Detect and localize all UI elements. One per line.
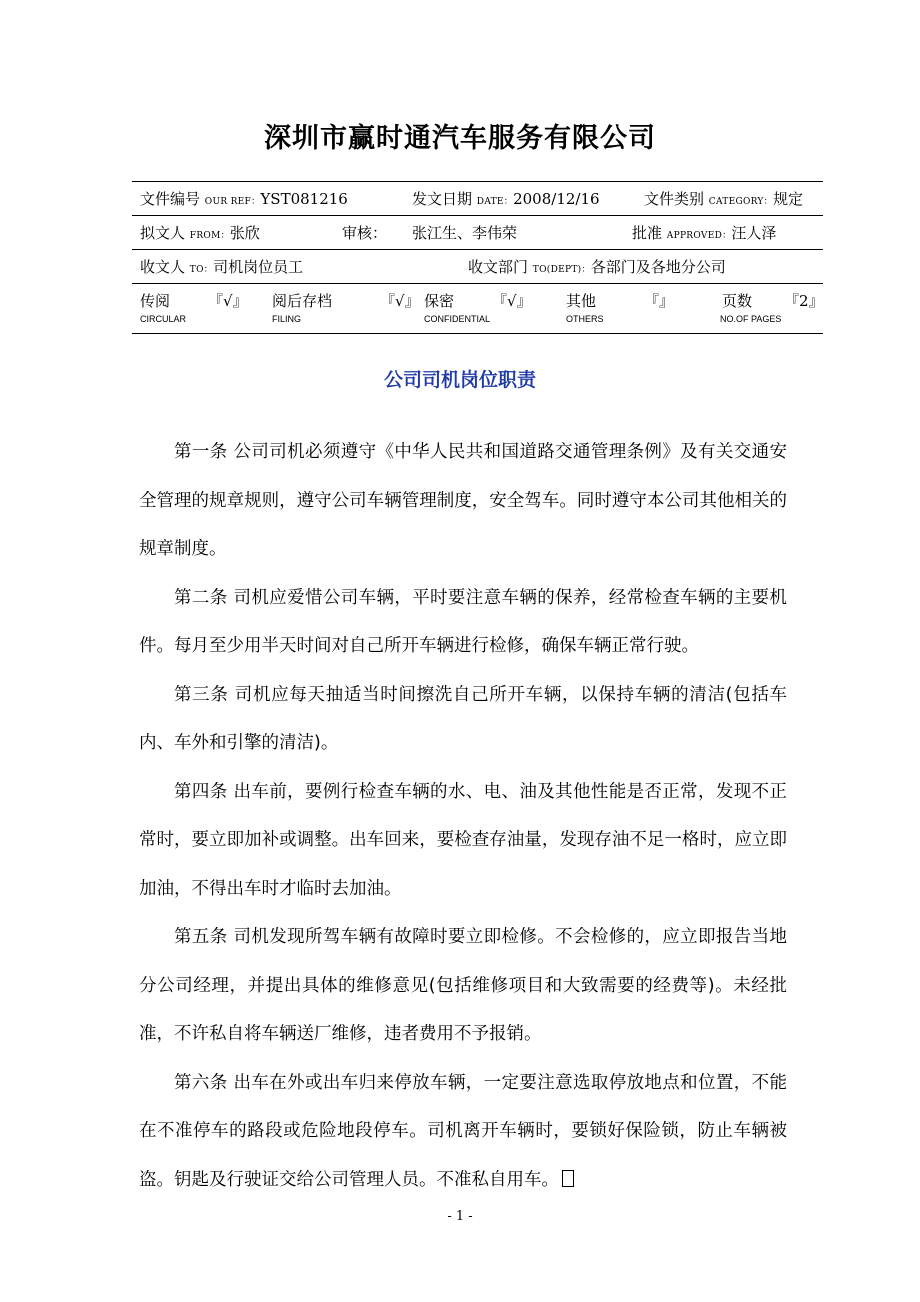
page-number: - 1 - bbox=[447, 1209, 473, 1224]
ref-label-en: OUR REF： bbox=[204, 197, 261, 207]
from-value: 张欣 bbox=[229, 224, 260, 242]
company-title: 深圳市赢时通汽车服务有限公司 bbox=[264, 123, 656, 154]
ref-value: YST081216 bbox=[260, 190, 348, 208]
article-paragraph: 第三条 司机应每天抽适当时间擦洗自己所开车辆，以保持车辆的清洁(包括车内、车外和引擎的清洁)。 bbox=[139, 684, 787, 753]
confidential-mark: 『√』 bbox=[492, 292, 532, 310]
filing-mark: 『√』 bbox=[380, 292, 420, 310]
to-label-en: TO： bbox=[189, 265, 214, 275]
confidential-label-en: CONFIDENTIAL bbox=[424, 314, 491, 324]
filing-label: 阅后存档 bbox=[272, 292, 333, 310]
ref-field bbox=[140, 188, 348, 209]
article-paragraph bbox=[139, 1059, 787, 1205]
to-field bbox=[140, 256, 303, 277]
from-label: 拟文人 bbox=[140, 224, 186, 242]
document-body bbox=[139, 428, 787, 1204]
others-label-en: OTHERS bbox=[566, 314, 604, 324]
approved-label-en: APPROVED： bbox=[666, 231, 732, 241]
to-label: 收文人 bbox=[140, 258, 186, 276]
meta-row-distribution bbox=[132, 283, 823, 334]
article-paragraph: 第五条 司机发现所驾车辆有故障时要立即检修。不会检修的，应立即报告当地分公司经理，并提出具体的维修意见(包括维修项目和大致需要的经费等)。未经批准，不许私自将车辆送厂维修，违者费用不予报销。 bbox=[139, 927, 787, 1044]
approved-value: 汪人泽 bbox=[731, 224, 777, 242]
meta-row-from bbox=[132, 215, 823, 249]
date-value: 2008/12/16 bbox=[513, 190, 600, 208]
dept-label: 收文部门 bbox=[468, 258, 529, 276]
approved-field bbox=[632, 222, 776, 243]
circular-mark: 『√』 bbox=[208, 292, 248, 310]
circular-label: 传阅 bbox=[140, 292, 171, 310]
article-paragraph: 第四条 出车前，要例行检查车辆的水、电、油及其他性能是否正常，发现不正常时，要立即加补或调整。出车回来，要检查存油量，发现存油不足一格时，应立即加油，不得出车时才临时去加油。 bbox=[139, 781, 787, 899]
article-paragraph-text: 第六条 出车在外或出车归来停放车辆，一定要注意选取停放地点和位置，不能在不准停车的路段或危险地段停车。司机离开车辆时，要锁好保险锁，防止车辆被盗。钥匙及行驶证交给公司管理人员。不准私自用车。 bbox=[139, 1072, 787, 1190]
pages-label: 页数 bbox=[722, 292, 753, 310]
dept-field bbox=[468, 256, 726, 277]
date-label: 发文日期 bbox=[412, 190, 473, 208]
review-value: 张江生、李伟荣 bbox=[412, 224, 518, 242]
meta-row-to bbox=[132, 249, 823, 283]
pages-label-en: NO.OF PAGES bbox=[720, 314, 782, 324]
end-box-icon bbox=[562, 1170, 574, 1187]
to-value: 司机岗位员工 bbox=[213, 258, 304, 276]
others-label: 其他 bbox=[566, 292, 597, 310]
document-meta-table bbox=[132, 181, 823, 334]
circular-label-en: CIRCULAR bbox=[140, 314, 187, 324]
confidential-label: 保密 bbox=[424, 292, 455, 310]
meta-row-ref bbox=[132, 181, 823, 215]
review-label: 审核： bbox=[342, 224, 388, 242]
dept-label-en: TO(DEPT)： bbox=[532, 265, 591, 275]
pages-mark: 『2』 bbox=[784, 292, 824, 310]
article-paragraph: 第一条 公司司机必须遵守《中华人民共和国道路交通管理条例》及有关交通安全管理的规章规则，遵守公司车辆管理制度，安全驾车。同时遵守本公司其他相关的规章制度。 bbox=[139, 442, 787, 559]
category-label-en: CATEGORY： bbox=[708, 197, 773, 207]
section-title: 公司司机岗位职责 bbox=[383, 369, 536, 391]
dept-value: 各部门及各地分公司 bbox=[590, 258, 726, 276]
date-field bbox=[412, 188, 600, 209]
category-field bbox=[644, 188, 803, 209]
approved-label: 批准 bbox=[632, 224, 663, 242]
category-value: 规定 bbox=[772, 190, 803, 208]
date-label-en: DATE： bbox=[476, 197, 514, 207]
others-mark: 『』 bbox=[644, 292, 675, 310]
article-paragraph: 第二条 司机应爱惜公司车辆，平时要注意车辆的保养，经常检查车辆的主要机件。每月至少用半天时间对自己所开车辆进行检修，确保车辆正常行驶。 bbox=[139, 587, 787, 656]
ref-label: 文件编号 bbox=[140, 190, 201, 208]
category-label: 文件类别 bbox=[644, 190, 705, 208]
filing-label-en: FILING bbox=[272, 314, 302, 324]
from-label-en: FROM： bbox=[189, 231, 230, 241]
from-field bbox=[140, 222, 260, 243]
